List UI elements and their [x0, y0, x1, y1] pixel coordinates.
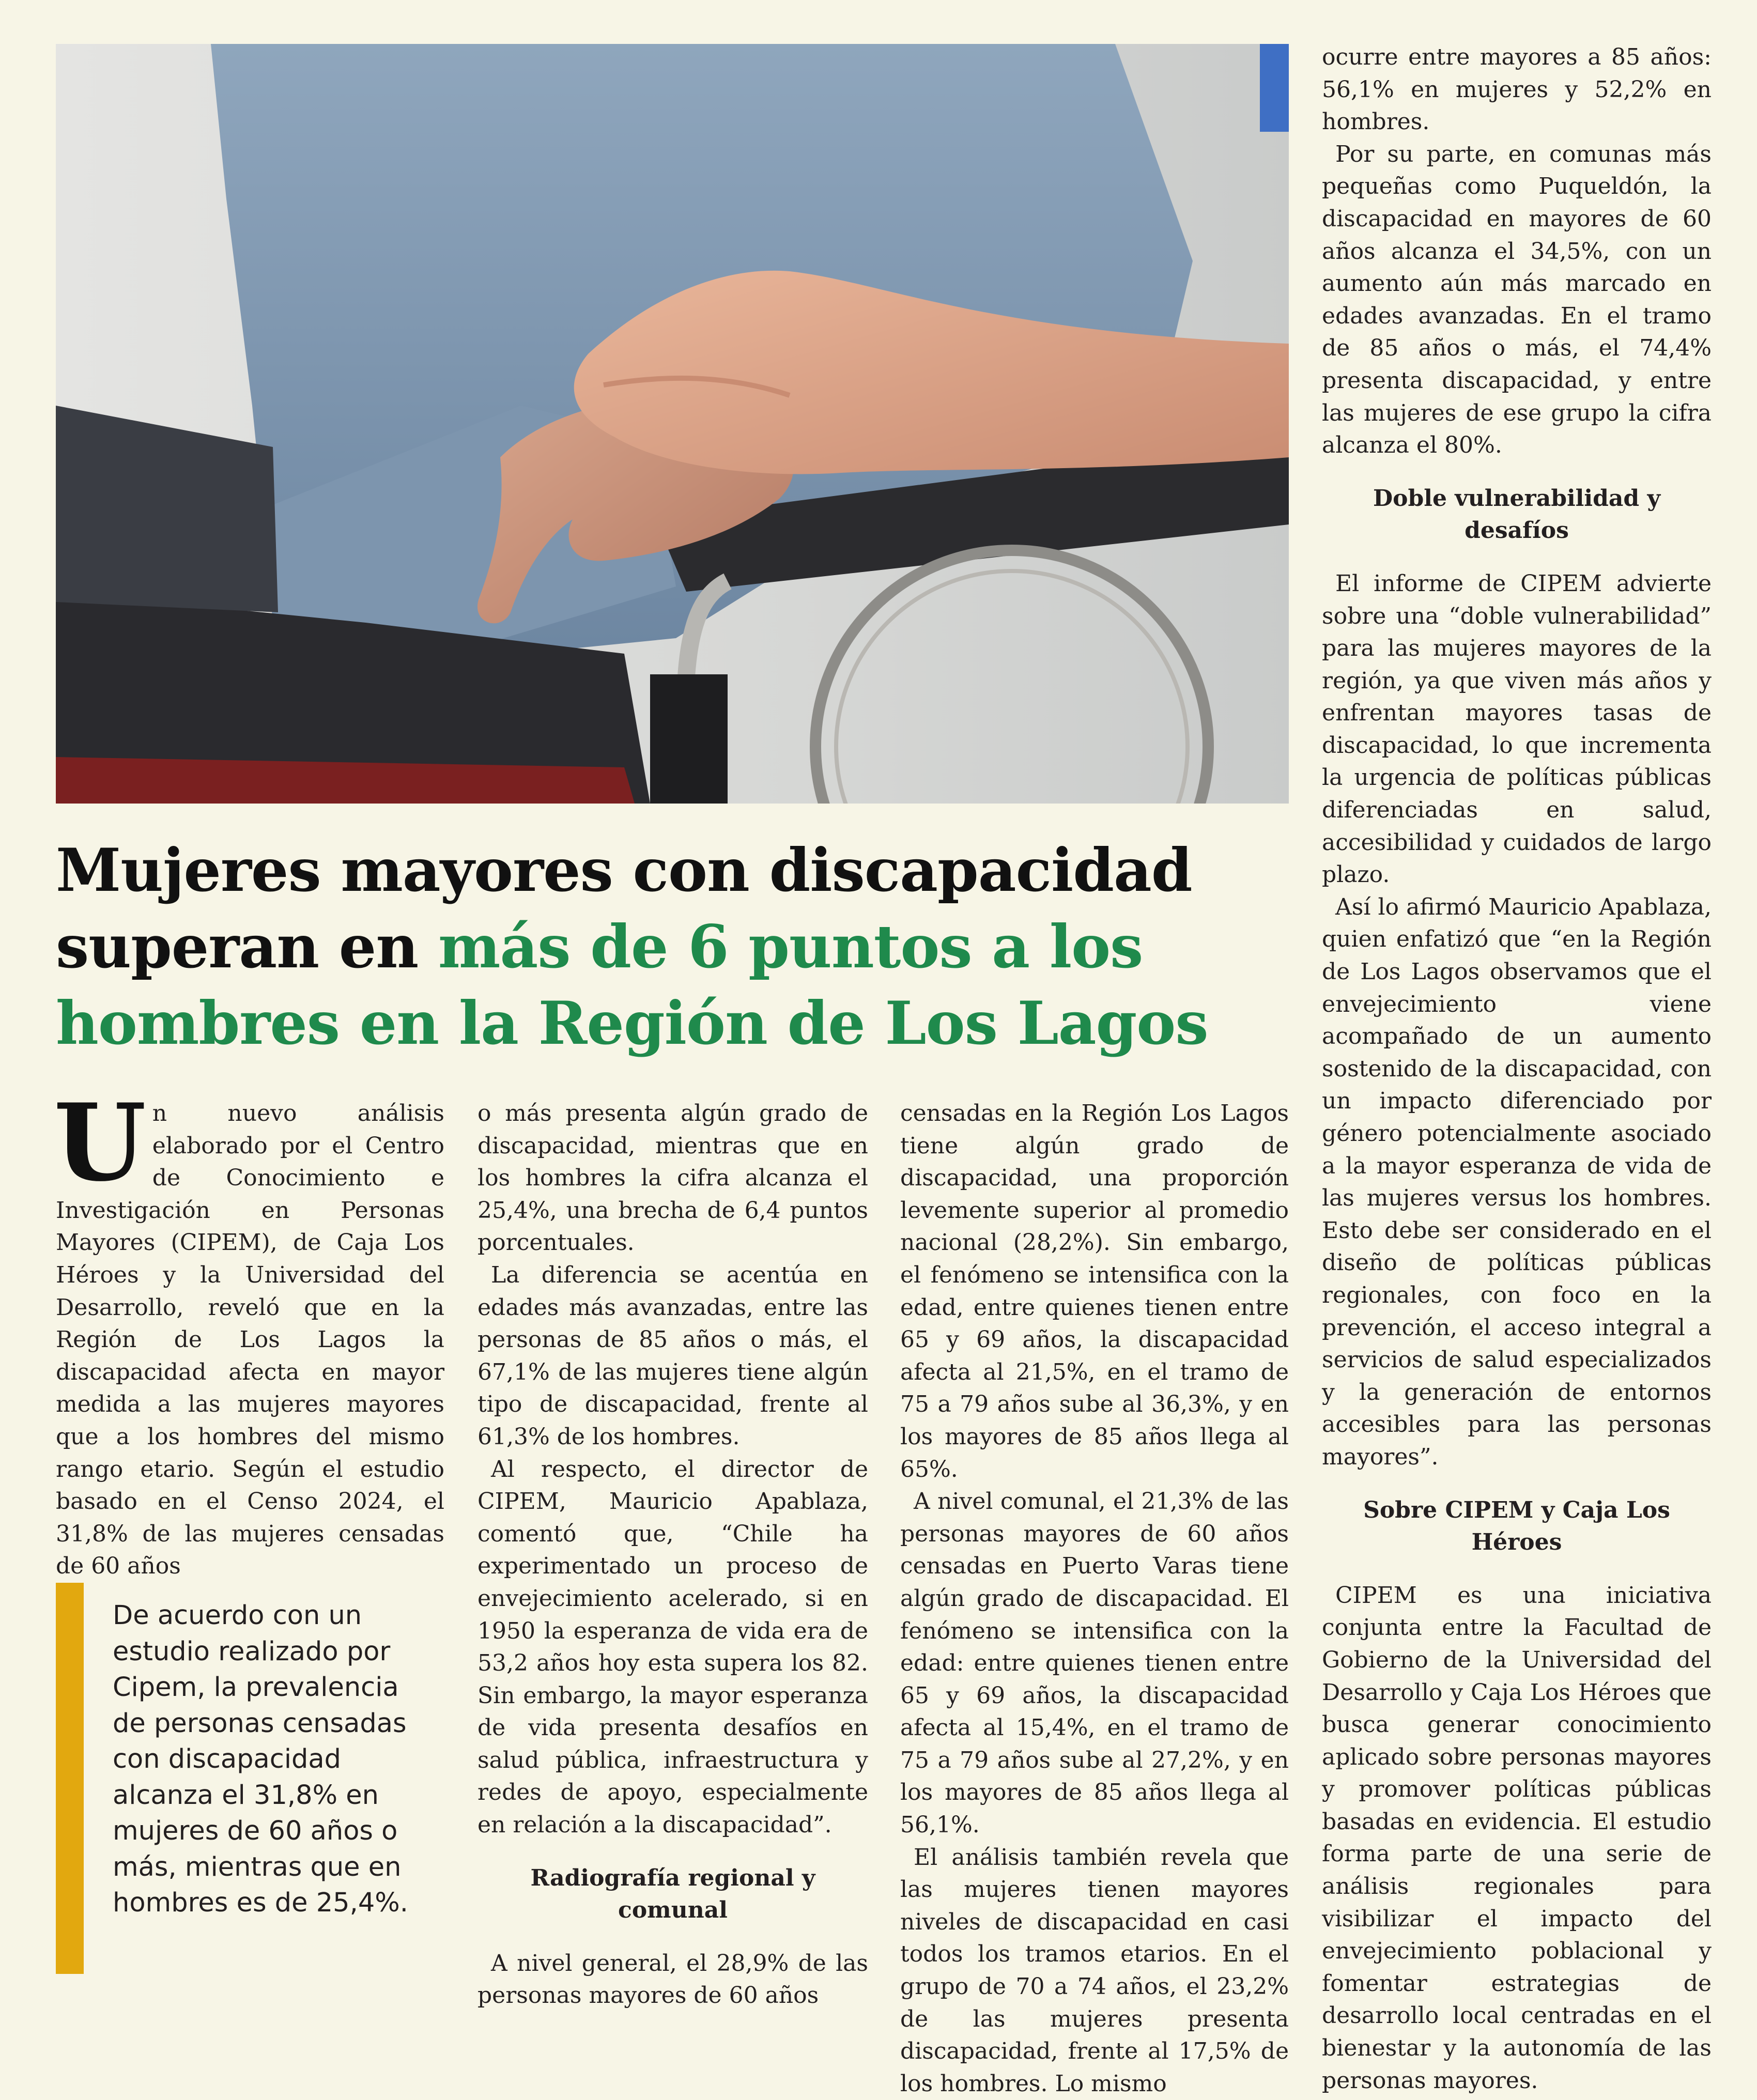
headline-highlight: más de 6 puntos a los hombres en la Región de Los Lagos	[56, 912, 1208, 1058]
paragraph: CIPEM es una iniciativa conjunta entre la Facultad de Gobierno de la Universidad del Desarrollo y Caja Los Héroes que busca generar conocimiento aplicado sobre personas mayores y promover políticas públicas basadas en evidencia. El estudio forma parte de una serie de análisis regionales para visibilizar el impacto del envejecimiento poblacional y fomentar estrategias de desarrollo local centradas en el bienestar y la autonomía de las personas mayores.	[1322, 1582, 1712, 2094]
paragraph: A nivel general, el 28,9% de las personas mayores de 60 años	[477, 1950, 868, 2009]
paragraph: A nivel comunal, el 21,3% de las personas mayores de 60 años censadas en Puerto Varas tiene algún grado de discapacidad. El fenómeno se intensifica con la edad: entre quienes tienen entre 65 y 69 años, la discapacidad afecta al 15,4%, en el tramo de 75 a 79 años sube al 27,2%, y en los mayores de 85 años llega al 56,1%.	[900, 1488, 1289, 1839]
paragraph: El informe de CIPEM advierte sobre una “doble vulnerabilidad” para las mujeres mayores de la región, ya que viven más años y enfrentan mayores tasas de discapacidad, lo que incrementa la urgencia de políticas públicas diferenciadas en salud, accesibilidad y cuidados de largo plazo.	[1322, 570, 1712, 888]
pull-quote: De acuerdo con un estudio realizado por Cipem, la prevalencia de personas censadas con discapacidad alcanza el 31,8% en mujeres de 60 años o más, mientras que en hombres es de 25,4%.	[113, 1600, 408, 1918]
subheading: Sobre CIPEM y Caja Los Héroes	[1363, 1496, 1670, 1556]
quote-bar	[56, 1583, 84, 1974]
paragraph: n nuevo análisis elaborado por el Centro de Conocimiento e Investigación en Personas Mayores (CIPEM), de Caja Los Héroes y la Universidad del Desarrollo, reveló que en la Región de Los Lagos la discapacidad afecta en mayor medida a las mujeres mayores que a los hombres del mismo rango etario. Según el estudio basado en el Censo 2024, el 31,8% de las mujeres censadas de 60 años	[56, 1100, 444, 1580]
paragraph: ocurre entre mayores a 85 años: 56,1% en mujeres y 52,2% en hombres.	[1322, 44, 1712, 135]
headline-part1: Mujeres mayores con discapacidad superan en	[56, 836, 1192, 981]
article-column-3	[900, 1098, 1289, 2100]
article-column-4	[1322, 41, 1712, 2097]
article-column-2	[477, 1098, 868, 2012]
paragraph: o más presenta algún grado de discapacidad, mientras que en los hombres la cifra alcanza el 25,4%, una brecha de 6,4 puntos porcentuales.	[477, 1100, 868, 1256]
subheading: Doble vulnerabilidad y desafíos	[1373, 485, 1661, 544]
article-photo	[56, 44, 1289, 804]
paragraph: La diferencia se acentúa en edades más avanzadas, entre las personas de 85 años o más, el 67,1% de las mujeres tiene algún tipo de discapacidad, frente al 61,3% de los hombres.	[477, 1261, 868, 1450]
headline	[56, 832, 1306, 1061]
paragraph: Al respecto, el director de CIPEM, Mauricio Apablaza, comentó que, “Chile ha experimentado un proceso de envejecimiento acelerado, si en 1950 la esperanza de vida era de 53,2 años hoy esta supera los 82. Sin embargo, la mayor esperanza de vida presenta desafíos en salud pública, infraestructura y redes de apoyo, especialmente en relación a la discapacidad”.	[477, 1456, 868, 1839]
subheading: Radiografía regional y comunal	[530, 1864, 815, 1924]
wheelchair-hands-photo	[56, 44, 1289, 804]
paragraph: censadas en la Región Los Lagos tiene algún grado de discapacidad, una proporción levemente superior al promedio nacional (28,2%). Sin embargo, el fenómeno se intensifica con la edad, entre quienes tienen entre 65 y 69 años, la discapacidad afecta al 21,5%, en el tramo de 75 a 79 años sube al 36,3%, y en los mayores de 85 años llega al 65%.	[900, 1100, 1289, 1483]
paragraph: El análisis también revela que las mujeres tienen mayores niveles de discapacidad en casi todos los tramos etarios. En el grupo de 70 a 74 años, el 23,2% de las mujeres presenta discapacidad, frente al 17,5% de los hombres. Lo mismo	[900, 1844, 1289, 2097]
paragraph: Por su parte, en comunas más pequeñas como Puqueldón, la discapacidad en mayores de 60 años alcanza el 34,5%, con un aumento aún más marcado en edades avanzadas. En el tramo de 85 años o más, el 74,4% presenta discapacidad, y entre las mujeres de ese grupo la cifra alcanza el 80%.	[1322, 141, 1712, 459]
paragraph: Así lo afirmó Mauricio Apablaza, quien enfatizó que “en la Región de Los Lagos observamos que el envejecimiento viene acompañado de un aumento sostenido de la discapacidad, con un impacto diferenciado por género potencialmente asociado a la mayor esperanza de vida de las mujeres versus los hombres. Esto debe ser considerado en el diseño de políticas públicas regionales, con foco en la prevención, el acceso integral a servicios de salud especializados y la generación de entornos accesibles para las personas mayores”.	[1322, 893, 1712, 1470]
dropcap: U	[54, 1081, 146, 1205]
article-column-1	[54, 1081, 444, 1583]
